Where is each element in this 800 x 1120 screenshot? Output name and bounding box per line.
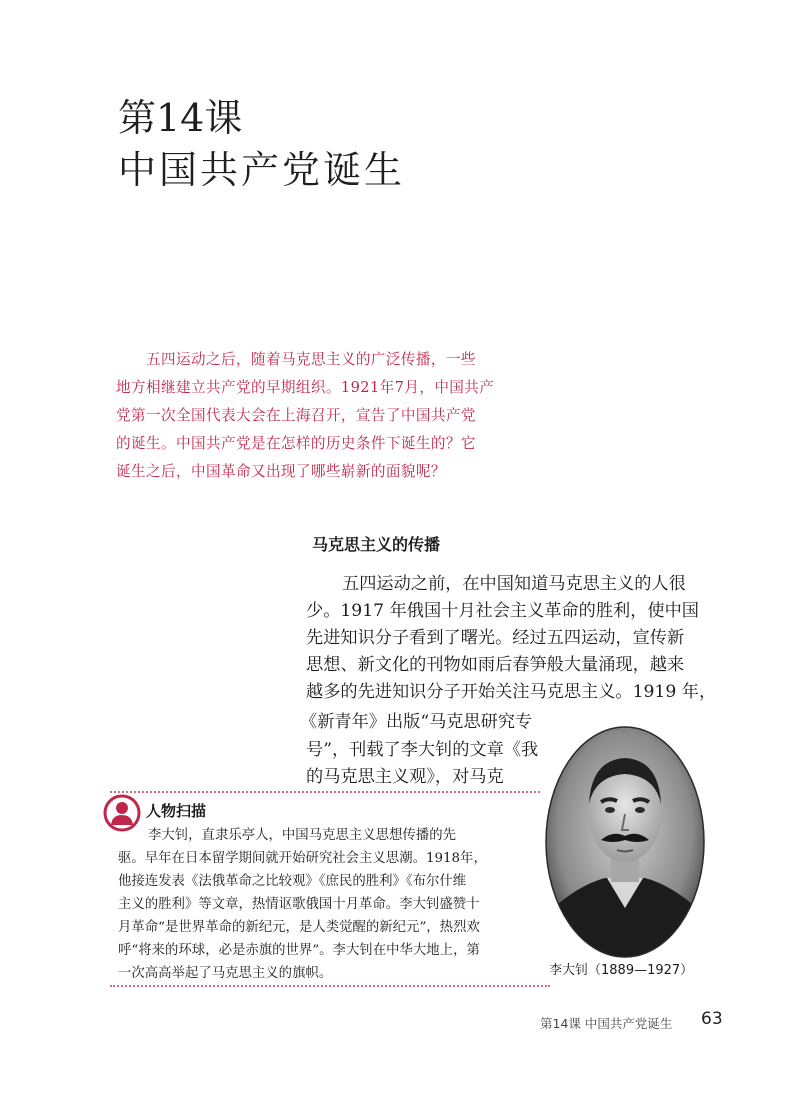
- profile-line: 李大钊，直隶乐亭人，中国马克思主义思想传播的先: [148, 828, 456, 843]
- lesson-number: 第14课: [118, 96, 243, 140]
- body-line: 思想、新文化的刊物如雨后春笋般大量涌现，越来: [306, 655, 685, 675]
- body-line: 号”，刊载了李大钊的文章《我: [306, 740, 539, 760]
- body-line: 少。1917 年俄国十月社会主义革命的胜利，使中国: [306, 601, 699, 621]
- body-line: 先进知识分子看到了曙光。经过五四运动，宣传新: [306, 628, 685, 648]
- page-number: 63: [701, 1009, 723, 1029]
- divider-top: [110, 791, 540, 793]
- profile-line: 呼“将来的环球，必是赤旗的世界”。李大钊在中华大地上，第: [118, 943, 480, 958]
- portrait-photo: [545, 726, 705, 958]
- body-line: 的马克思主义观》，对马克: [306, 767, 504, 787]
- body-line: 《新青年》出版“马克思研究专: [300, 712, 533, 732]
- profile-line: 主义的胜利》等文章，热情讴歌俄国十月革命。李大钊盛赞十: [118, 897, 480, 912]
- intro-line: 的诞生。中国共产党是在怎样的历史条件下诞生的？它: [116, 435, 476, 452]
- body-line: 五四运动之前，在中国知道马克思主义的人很: [342, 574, 686, 594]
- portrait-caption: 李大钊（1889—1927）: [549, 963, 694, 978]
- lesson-title: 中国共产党诞生: [118, 148, 406, 192]
- intro-line: 五四运动之后，随着马克思主义的广泛传播，一些: [146, 351, 476, 368]
- person-scan-icon: [103, 794, 141, 832]
- intro-line: 党第一次全国代表大会在上海召开，宣告了中国共产党: [116, 407, 476, 424]
- profile-line: 月革命“是世界革命的新纪元，是人类觉醒的新纪元”，热烈欢: [118, 920, 480, 935]
- intro-line: 地方相继建立共产党的早期组织。1921年7月，中国共产: [116, 379, 495, 396]
- profile-line: 一次高高举起了马克思主义的旗帜。: [118, 966, 333, 981]
- intro-box: [116, 346, 516, 486]
- profile-line: 驱。早年在日本留学期间就开始研究社会主义思潮。1918年，: [118, 851, 487, 866]
- profile-heading: 人物扫描: [146, 802, 207, 820]
- body-line: 越多的先进知识分子开始关注马克思主义。1919 年，: [306, 682, 717, 702]
- section-heading: 马克思主义的传播: [312, 535, 441, 554]
- intro-line: 诞生之后，中国革命又出现了哪些崭新的面貌呢？: [116, 463, 446, 480]
- divider-bottom: [110, 985, 550, 987]
- profile-line: 他接连发表《法俄革命之比较观》《庶民的胜利》《布尔什维: [118, 874, 467, 889]
- footer-lesson-label: 第14课 中国共产党诞生: [540, 1016, 673, 1031]
